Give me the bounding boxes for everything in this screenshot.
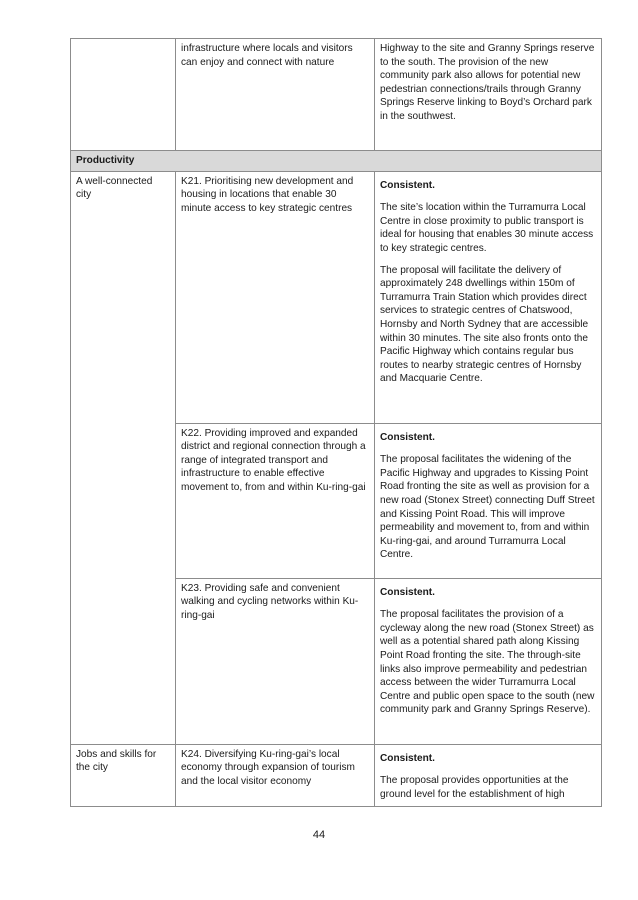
- response-cell: [375, 423, 602, 578]
- consistency-verdict: Consistent.: [380, 431, 435, 443]
- response-cell: [375, 171, 602, 423]
- objective-cell: K24. Diversifying Ku-ring-gai’s local economy through expansion of tourism and the local visitor economy: [176, 744, 375, 806]
- response-cell: [375, 744, 602, 806]
- objective-cell: infrastructure where locals and visitors can enjoy and connect with nature: [176, 39, 375, 151]
- page-number: 44: [312, 829, 326, 841]
- consistency-verdict: Consistent.: [380, 179, 435, 191]
- response-paragraph: The proposal facilitates the provision of a cycleway along the new road (Stonex Street) as well as a potential shared path along Kissing Point Road fronting the site. The through-site links also improve permeability and pedestrian access between the wider Turramurra Local Centre and public open space to the south (new community park and Granny Springs Reserve).: [380, 609, 595, 716]
- theme-cell: Jobs and skills for the city: [71, 744, 176, 806]
- table-row: [71, 39, 602, 151]
- consistency-verdict: Consistent.: [380, 752, 435, 764]
- response-paragraph: The proposal facilitates the widening of the Pacific Highway and upgrades to Kissing Point Road fronting the site as well as provision for a new road (Stonex Street) connecting Duff Street and Kissing Point Road. This will improve permeability and movement to, from and within Ku-ring-gai, and around Turramurra Local Centre.: [380, 454, 595, 561]
- section-title: Productivity: [71, 151, 602, 172]
- planning-consistency-table: [70, 38, 602, 807]
- table-row: [71, 744, 602, 806]
- response-paragraph: The proposal provides opportunities at the ground level for the establishment of high: [380, 775, 569, 800]
- theme-cell: [71, 39, 176, 151]
- section-header-row: [71, 151, 602, 172]
- theme-cell: A well-connected city: [71, 171, 176, 744]
- response-paragraph: The site’s location within the Turramurra Local Centre in close proximity to public transport is ideal for housing that enables 30 minute access to key strategic centres.: [380, 202, 594, 254]
- response-paragraph: The proposal will facilitate the delivery of approximately 248 dwellings within 150m of Turramurra Train Station which provides direct services to strategic centres of Chatswood, Hornsby and North Sydney that are accessible within 30 minutes. The site also fronts onto the Pacific Highway which contains regular bus routes to nearby strategic centres of Hornsby and Macquarie Centre.: [380, 264, 589, 385]
- table-row: [71, 171, 602, 423]
- response-cell: Highway to the site and Granny Springs reserve to the south. The provision of the new community park also allows for potential new pedestrian connections/trails through Granny Springs Reserve linking to Boyd’s Orchard park in the southwest.: [375, 39, 602, 151]
- consistency-verdict: Consistent.: [380, 586, 435, 598]
- response-cell: [375, 578, 602, 744]
- objective-cell: K22. Providing improved and expanded district and regional connection through a range of integrated transport and infrastructure to enable effective movement to, from and within Ku-ring-gai: [176, 423, 375, 578]
- objective-cell: K21. Prioritising new development and housing in locations that enable 30 minute access to key strategic centres: [176, 171, 375, 423]
- objective-cell: K23. Providing safe and convenient walking and cycling networks within Ku-ring-gai: [176, 578, 375, 744]
